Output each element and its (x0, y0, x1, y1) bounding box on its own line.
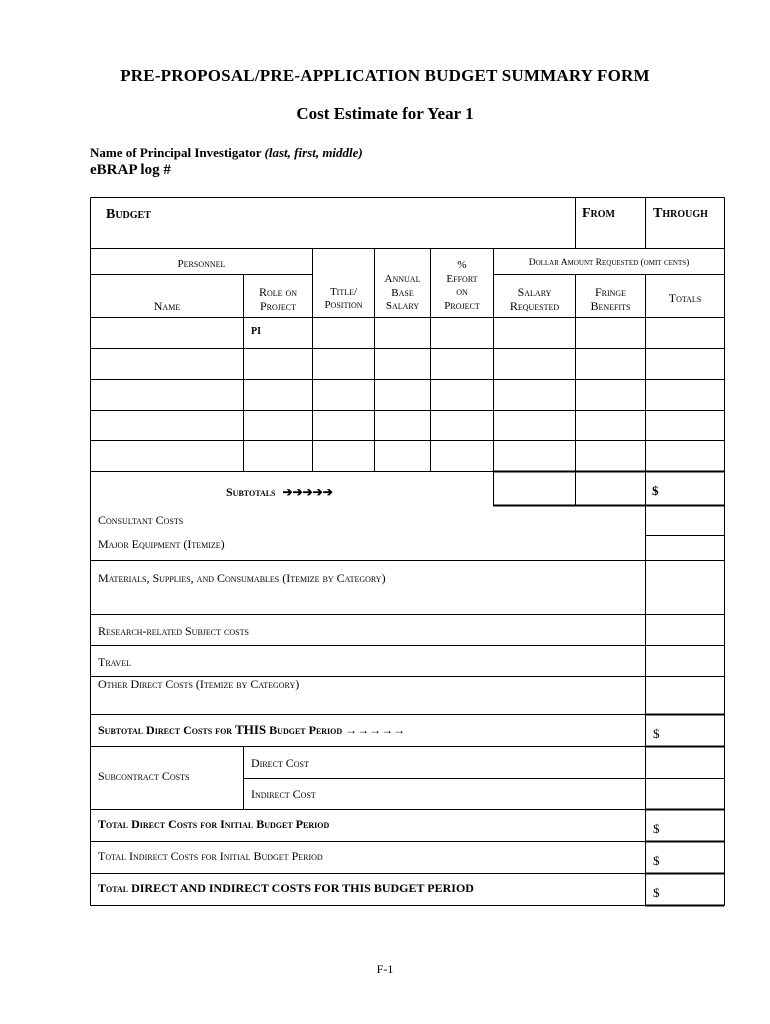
total-all-text-a: Total (98, 881, 129, 895)
title-header-line2: Position (324, 299, 363, 311)
through-label: Through (653, 206, 708, 221)
form-subtitle: Cost Estimate for Year 1 (296, 104, 474, 123)
through-date-field[interactable] (646, 222, 723, 247)
pi-role-value: PI (251, 326, 261, 337)
effort-header-line4: Project (444, 299, 480, 312)
subcontract-indirect-cost-label: Indirect Cost (251, 787, 316, 801)
subcontract-amount-fields[interactable] (646, 747, 724, 809)
pi-label-text: Name of Principal Investigator (90, 145, 262, 160)
dollar-amount-section-label: Dollar Amount Requested (omit cents) (528, 258, 690, 268)
subtotals-arrows: ➔➔➔➔➔ (282, 485, 333, 499)
major-equipment-label: Major Equipment (Itemize) (98, 537, 225, 551)
role-column-header (244, 285, 312, 313)
subtotal-currency: $ (652, 483, 659, 498)
subtotal-direct-text-a: Subtotal Direct Costs for (98, 723, 233, 737)
fringe-header-line1: Fringe (594, 285, 627, 299)
title-header-line1: Title/ (329, 286, 358, 298)
total-direct-indirect-label (98, 881, 474, 896)
name-column-header: Name (153, 299, 181, 313)
consultant-costs-label: Consultant Costs (98, 513, 184, 527)
total-direct-currency: $ (653, 821, 660, 836)
effort-column-header (431, 259, 493, 313)
total-direct-costs-label: Total Direct Costs for Initial Budget Period (98, 817, 330, 831)
from-label: From (582, 206, 615, 221)
total-all-currency: $ (653, 885, 660, 900)
base-header-line2: Base (391, 286, 414, 299)
base-header-line1: Annual (384, 273, 421, 285)
form-title: PRE-PROPOSAL/PRE-APPLICATION BUDGET SUMMARY FORM (120, 66, 650, 85)
subtotal-direct-text-b: Budget Period (269, 723, 343, 737)
subtotals-label (226, 485, 333, 500)
totals-column-header: Totals (668, 291, 702, 305)
personnel-entry-rows[interactable] (91, 318, 724, 471)
from-date-field[interactable] (576, 222, 644, 247)
subtotals-text: Subtotals (226, 485, 276, 499)
total-indirect-currency: $ (653, 853, 660, 868)
research-subject-costs-label: Research-related Subject costs (98, 624, 249, 638)
effort-header-line3: on (456, 286, 468, 298)
budget-label: Budget (106, 207, 151, 222)
annual-base-salary-column-header (375, 273, 430, 314)
cost-amount-fields[interactable] (646, 506, 724, 714)
subtotal-direct-arrows: →→→→→ (345, 723, 406, 737)
other-direct-costs-label: Other Direct Costs (Itemize by Category) (98, 677, 300, 691)
effort-header-line2: Effort (446, 272, 478, 285)
total-all-text-b: DIRECT AND INDIRECT COSTS FOR THIS BUDGET PERIOD (131, 881, 474, 895)
fringe-benefits-column-header (576, 285, 645, 313)
role-header-line2: Project (259, 299, 296, 313)
subtotal-direct-costs-label (98, 722, 405, 738)
base-header-line3: Salary (385, 300, 420, 312)
title-position-column-header (313, 286, 374, 312)
fringe-header-line2: Benefits (590, 299, 631, 313)
ebrap-log-label: eBRAP log # (90, 162, 171, 178)
subtotal-direct-this: THIS (235, 722, 267, 737)
subcontract-direct-cost-label: Direct Cost (251, 756, 309, 770)
subtotal-direct-currency: $ (653, 726, 660, 741)
salary-header-line1: Salary (517, 285, 552, 299)
total-indirect-costs-label: Total Indirect Costs for Initial Budget Period (98, 849, 323, 863)
effort-header-line1: % (457, 259, 467, 271)
role-header-line1: Role on (258, 285, 298, 299)
materials-supplies-label: Materials, Supplies, and Consumables (Itemize by Category) (98, 571, 386, 585)
travel-label: Travel (98, 655, 131, 669)
pi-label-hint: (last, first, middle) (264, 145, 363, 160)
page-number: F-1 (376, 962, 394, 976)
personnel-section-label: Personnel (177, 258, 226, 270)
subcontract-costs-label: Subcontract Costs (98, 769, 190, 783)
salary-requested-column-header (494, 285, 575, 313)
salary-header-line2: Requested (509, 299, 560, 313)
